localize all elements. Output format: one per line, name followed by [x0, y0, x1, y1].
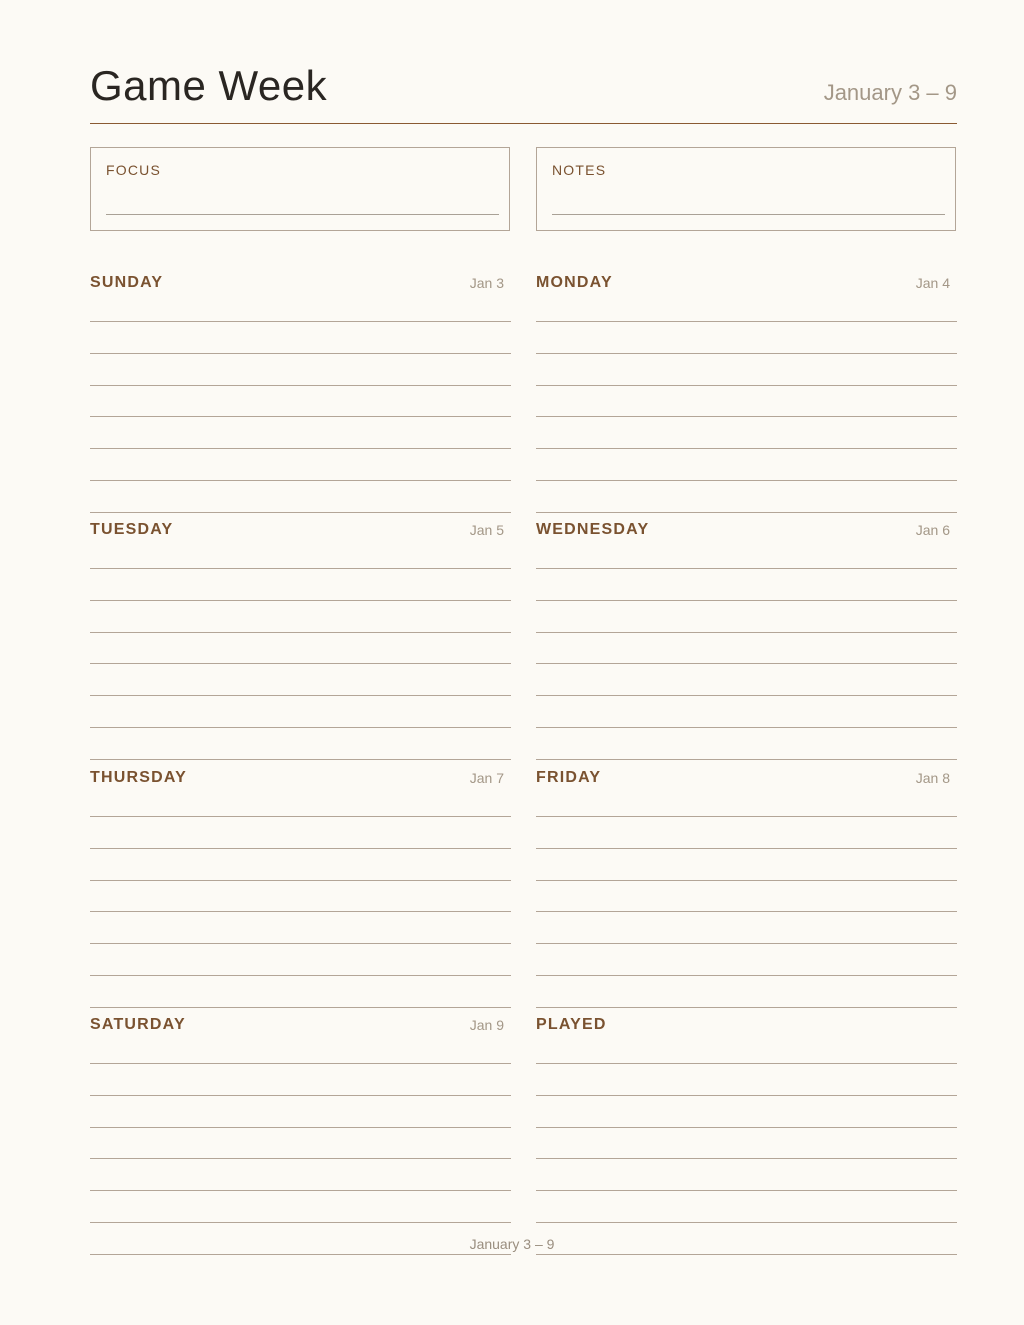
writing-line	[90, 568, 511, 569]
day-label: MONDAY	[536, 274, 613, 291]
writing-line	[536, 880, 957, 881]
day-label: FRIDAY	[536, 769, 602, 786]
writing-line	[536, 416, 957, 417]
writing-line	[536, 632, 957, 633]
header-divider	[90, 123, 957, 124]
day-section-thursday[interactable]	[90, 760, 511, 1007]
focus-box[interactable]	[90, 147, 510, 231]
writing-line	[90, 695, 511, 696]
writing-line	[90, 1190, 511, 1191]
footer-divider-right	[536, 1254, 957, 1255]
writing-line	[90, 816, 511, 817]
day-date: Jan 4	[915, 275, 950, 291]
writing-line	[536, 600, 957, 601]
writing-line	[536, 321, 957, 322]
writing-line	[536, 1158, 957, 1159]
writing-line	[536, 1190, 957, 1191]
day-section-wednesday[interactable]	[536, 512, 957, 759]
writing-line	[536, 568, 957, 569]
writing-line	[536, 727, 957, 728]
writing-line	[90, 353, 511, 354]
section-played[interactable]	[536, 1007, 957, 1254]
day-label: SATURDAY	[90, 1016, 186, 1033]
writing-line	[90, 480, 511, 481]
day-section-tuesday[interactable]	[90, 512, 511, 759]
writing-line	[536, 975, 957, 976]
writing-line	[90, 1095, 511, 1096]
writing-line	[536, 480, 957, 481]
writing-line	[90, 385, 511, 386]
writing-line	[90, 880, 511, 881]
writing-line	[90, 321, 511, 322]
writing-line	[536, 1127, 957, 1128]
writing-line	[536, 353, 957, 354]
day-label: THURSDAY	[90, 769, 188, 786]
writing-line	[536, 663, 957, 664]
writing-line	[90, 448, 511, 449]
date-range: January 3 – 9	[823, 80, 957, 105]
day-date: Jan 8	[915, 770, 950, 786]
writing-line	[536, 695, 957, 696]
writing-line	[536, 943, 957, 944]
writing-line	[536, 385, 957, 386]
day-section-sunday[interactable]	[90, 265, 511, 512]
day-label: TUESDAY	[90, 521, 174, 538]
notes-label: NOTES	[552, 162, 607, 178]
notes-box[interactable]	[536, 147, 956, 231]
writing-line	[90, 975, 511, 976]
day-label: WEDNESDAY	[536, 521, 650, 538]
writing-line	[90, 943, 511, 944]
writing-line	[536, 911, 957, 912]
day-section-monday[interactable]	[536, 265, 957, 512]
notes-writing-line	[552, 214, 945, 215]
writing-line	[90, 600, 511, 601]
writing-line	[536, 1095, 957, 1096]
writing-line	[90, 1127, 511, 1128]
writing-line	[90, 416, 511, 417]
writing-line	[536, 1222, 957, 1223]
writing-line	[90, 632, 511, 633]
writing-line	[536, 448, 957, 449]
writing-line	[90, 663, 511, 664]
day-date: Jan 5	[469, 522, 504, 538]
writing-line	[90, 848, 511, 849]
day-label: PLAYED	[536, 1016, 607, 1033]
day-date: Jan 6	[915, 522, 950, 538]
day-date: Jan 3	[469, 275, 504, 291]
writing-line	[90, 1063, 511, 1064]
footer-date-range: January 3 – 9	[469, 1236, 555, 1252]
footer-divider-left	[90, 1254, 511, 1255]
writing-line	[536, 1063, 957, 1064]
writing-line	[536, 816, 957, 817]
focus-label: FOCUS	[106, 162, 161, 178]
writing-line	[90, 911, 511, 912]
writing-line	[90, 1158, 511, 1159]
writing-line	[90, 727, 511, 728]
focus-writing-line	[106, 214, 499, 215]
writing-line	[536, 848, 957, 849]
day-label: SUNDAY	[90, 274, 164, 291]
day-date: Jan 9	[469, 1017, 504, 1033]
day-section-saturday[interactable]	[90, 1007, 511, 1254]
page-title: Game Week	[90, 62, 328, 109]
day-section-friday[interactable]	[536, 760, 957, 1007]
day-date: Jan 7	[469, 770, 504, 786]
writing-line	[90, 1222, 511, 1223]
